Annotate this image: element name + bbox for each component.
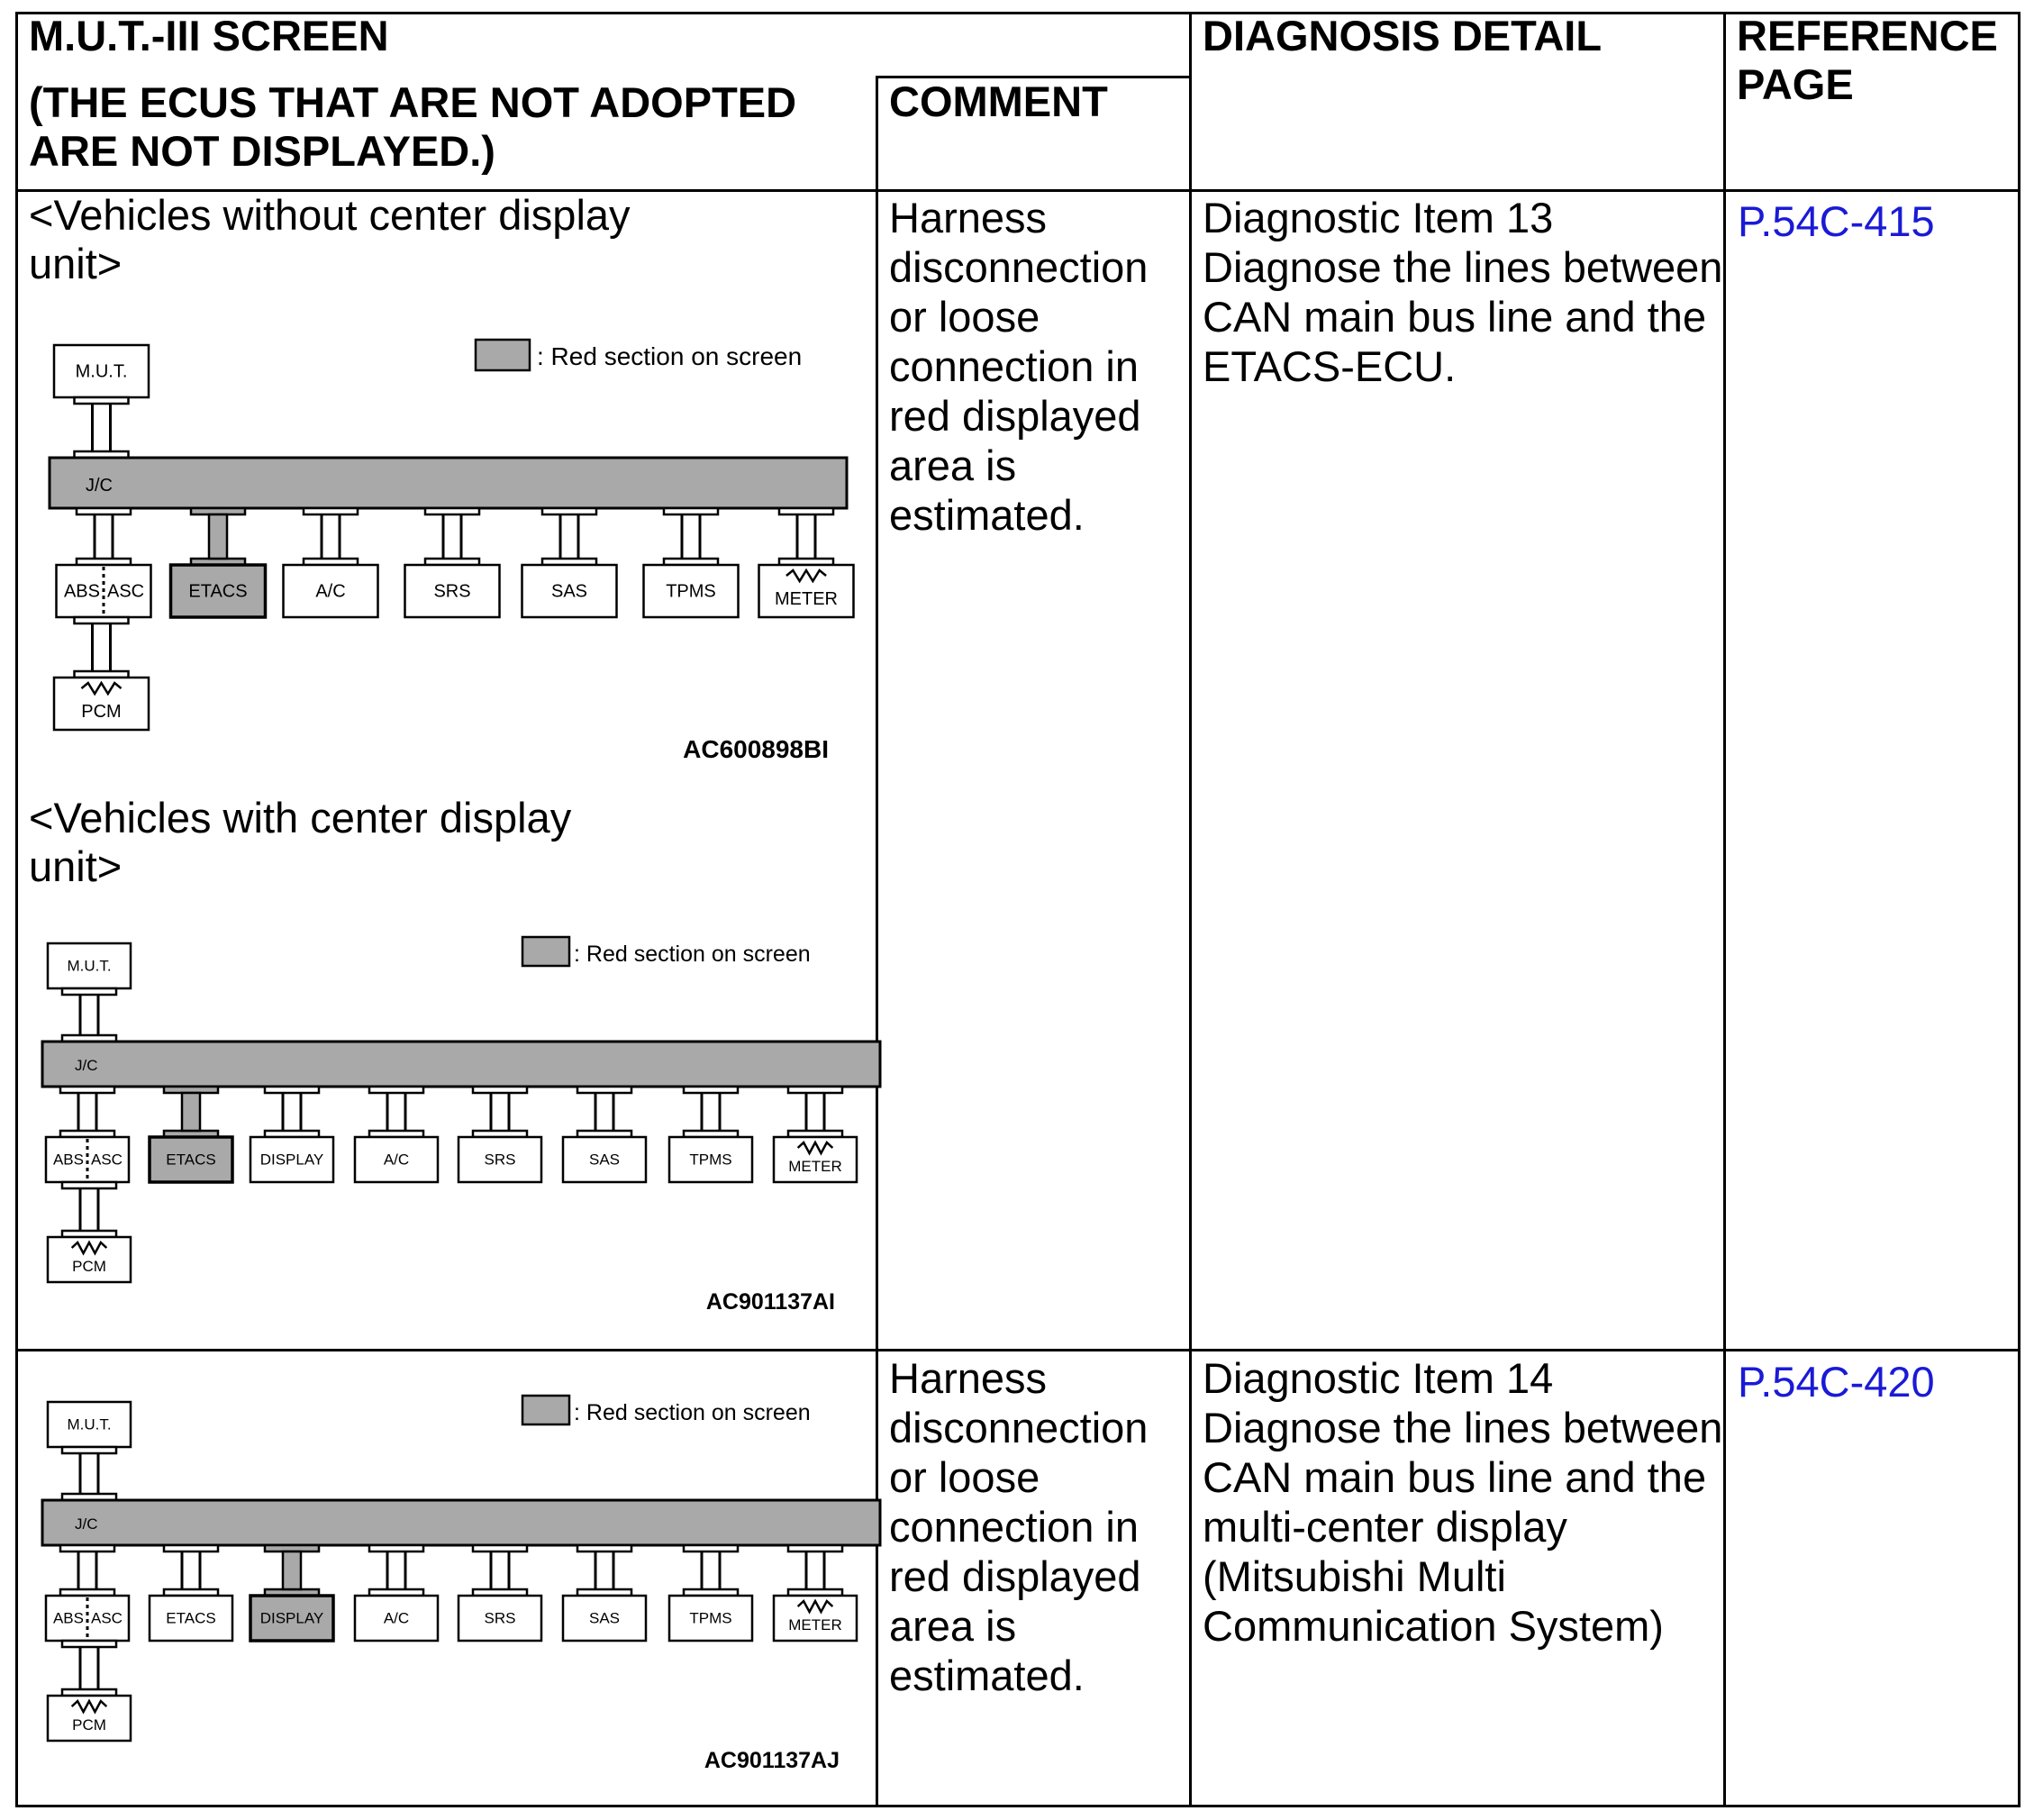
pcm-label: PCM <box>72 1257 106 1275</box>
ecu-label-tpms: TPMS <box>689 1151 732 1169</box>
jc-bus <box>42 1500 880 1545</box>
col-divider-comment <box>876 76 878 1807</box>
can-diagram-without-display <box>36 329 856 770</box>
diagnosis-line: (Mitsubishi Multi <box>1203 1552 1506 1600</box>
connector-abs-asc-cap-top <box>60 1087 114 1093</box>
row-2-diagnosis <box>1203 1353 1722 1651</box>
caption-with-display <box>29 794 571 891</box>
ecu-label-srs: SRS <box>484 1151 516 1169</box>
caption-without-display-line-2: unit> <box>29 240 123 287</box>
row-1-reference-link[interactable]: P.54C-415 <box>1738 197 1935 245</box>
connector-tpms-cap-top <box>664 508 718 514</box>
legend-swatch <box>522 1396 569 1424</box>
col-divider-reference <box>1723 12 1726 1807</box>
ecu-label-abs: ABS <box>52 1151 84 1169</box>
comment-line: connection in <box>889 342 1139 390</box>
ecu-label-tpms: TPMS <box>666 581 716 602</box>
header-screen-note-line-1: (THE ECUS THAT ARE NOT ADOPTED <box>29 78 797 126</box>
connector-display-cap-top <box>265 1087 319 1093</box>
comment-line: or loose <box>889 293 1040 341</box>
jc-bus <box>50 458 847 508</box>
header-diagnosis-detail: DIAGNOSIS DETAIL <box>1203 12 1603 59</box>
legend-text: : Red section on screen <box>574 1400 811 1425</box>
ecu-label-a-c: A/C <box>383 1151 410 1169</box>
mut-connector-cap-top <box>62 1447 116 1453</box>
comment-line: disconnection <box>889 1404 1149 1451</box>
connector-abs-asc-cap-top <box>60 1545 114 1552</box>
table-border-right <box>2018 12 2020 1807</box>
connector-a-c-cap-top <box>304 508 358 514</box>
connector-srs-cap-top <box>473 1545 527 1552</box>
diagnosis-line: CAN main bus line and the <box>1203 293 1707 341</box>
row-1-comment <box>889 193 1148 540</box>
mut-label: M.U.T. <box>67 1415 112 1433</box>
pcm-connector-cap-top <box>62 1641 116 1647</box>
legend-swatch <box>522 937 569 966</box>
diagnosis-line: Communication System) <box>1203 1602 1664 1650</box>
jc-bus <box>42 1042 880 1087</box>
ecu-label-etacs: ETACS <box>166 1609 216 1627</box>
table-border-left <box>15 12 18 1807</box>
ecu-label-display: DISPLAY <box>259 1609 324 1627</box>
header-reference-line-2: PAGE <box>1737 60 1854 108</box>
connector-etacs-wire <box>209 514 227 559</box>
pcm-connector-cap-top <box>62 1182 116 1188</box>
ecu-label-etacs: ETACS <box>166 1151 216 1169</box>
connector-sas-cap-top <box>577 1545 631 1552</box>
legend-swatch <box>476 340 530 370</box>
row-1-diagnosis <box>1203 193 1722 391</box>
ecu-label-etacs: ETACS <box>188 581 248 602</box>
pcm-connector-cap-top <box>75 617 129 623</box>
comment-line: or loose <box>889 1453 1040 1501</box>
comment-line: area is <box>889 441 1017 489</box>
pcm-label: PCM <box>72 1715 106 1734</box>
legend-text: : Red section on screen <box>537 342 803 370</box>
comment-line: connection in <box>889 1503 1139 1551</box>
row-2-reference-link[interactable]: P.54C-420 <box>1738 1358 1935 1406</box>
jc-label: J/C <box>86 476 113 496</box>
ecu-label-sas: SAS <box>550 581 588 602</box>
connector-sas-cap-top <box>542 508 596 514</box>
row-divider <box>15 1349 2020 1351</box>
header-comment: COMMENT <box>889 77 1108 125</box>
comment-line: red displayed <box>889 1552 1141 1600</box>
connector-a-c-cap-top <box>369 1545 423 1552</box>
ecu-label-abs: ABS <box>52 1609 84 1627</box>
ecu-label-a-c: A/C <box>315 581 346 602</box>
mut-label: M.U.T. <box>75 361 128 382</box>
ecu-label-sas: SAS <box>588 1609 621 1627</box>
comment-line: red displayed <box>889 392 1141 440</box>
header-reference-page <box>1737 12 1998 109</box>
ecu-label-asc: ASC <box>91 1151 123 1169</box>
header-reference-line-1: REFERENCE <box>1737 12 1998 59</box>
connector-tpms-cap-top <box>684 1545 738 1552</box>
connector-srs-cap-top <box>425 508 479 514</box>
pcm-label: PCM <box>81 702 122 722</box>
connector-display-wire <box>283 1552 301 1589</box>
connector-meter-cap-top <box>779 508 833 514</box>
ecu-label-asc: ASC <box>91 1609 123 1627</box>
connector-srs-cap-top <box>473 1087 527 1093</box>
col-divider-diagnosis <box>1189 12 1192 1807</box>
diagnosis-line: ETACS-ECU. <box>1203 342 1457 390</box>
mut-connector-cap-top <box>75 397 129 404</box>
comment-line: estimated. <box>889 491 1085 539</box>
caption-with-display-line-1: <Vehicles with center display <box>29 794 572 842</box>
jc-label: J/C <box>75 1515 98 1533</box>
comment-line: area is <box>889 1602 1017 1650</box>
header-screen-title: M.U.T.-III SCREEN <box>29 12 389 59</box>
figure-id: AC901137AI <box>705 1289 835 1315</box>
ecu-label-meter: METER <box>775 589 838 609</box>
ecu-label-meter: METER <box>788 1157 842 1175</box>
can-diagram-with-display-display <box>32 1396 860 1783</box>
comment-line: estimated. <box>889 1652 1085 1699</box>
comment-line: disconnection <box>889 243 1149 291</box>
comment-line: Harness <box>889 194 1048 241</box>
connector-a-c-cap-top <box>369 1087 423 1093</box>
mut-connector-cap-top <box>62 988 116 995</box>
jc-label: J/C <box>75 1057 98 1074</box>
ecu-label-srs: SRS <box>433 581 471 602</box>
diagnosis-line: CAN main bus line and the <box>1203 1453 1707 1501</box>
diagnosis-line: Diagnostic Item 13 <box>1203 194 1554 241</box>
ecu-label-a-c: A/C <box>383 1609 410 1627</box>
caption-with-display-line-2: unit> <box>29 842 123 890</box>
diagnosis-line: Diagnose the lines between <box>1203 243 1723 291</box>
connector-meter-cap-top <box>788 1545 842 1552</box>
row-2-comment <box>889 1353 1148 1700</box>
table-border-bottom <box>15 1805 2020 1807</box>
caption-without-display <box>29 191 631 288</box>
connector-tpms-cap-top <box>684 1087 738 1093</box>
diagnosis-line: Diagnostic Item 14 <box>1203 1354 1554 1402</box>
mut-label: M.U.T. <box>67 957 112 975</box>
ecu-label-srs: SRS <box>484 1609 516 1627</box>
figure-id: AC600898BI <box>683 735 829 763</box>
legend-text: : Red section on screen <box>574 942 811 967</box>
ecu-label-abs: ABS <box>63 581 100 602</box>
header-screen-note-line-2: ARE NOT DISPLAYED.) <box>29 127 495 175</box>
diagnosis-line: Diagnose the lines between <box>1203 1404 1723 1451</box>
connector-etacs-wire <box>182 1093 200 1131</box>
connector-meter-cap-top <box>788 1087 842 1093</box>
header-screen-note <box>29 78 796 176</box>
diagnosis-line: multi-center display <box>1203 1503 1567 1551</box>
can-diagram-with-display-etacs <box>32 937 860 1324</box>
connector-sas-cap-top <box>577 1087 631 1093</box>
ecu-label-tpms: TPMS <box>689 1609 732 1627</box>
figure-id: AC901137AJ <box>704 1748 840 1773</box>
caption-without-display-line-1: <Vehicles without center display <box>29 191 631 239</box>
ecu-label-display: DISPLAY <box>259 1151 324 1169</box>
comment-line: Harness <box>889 1354 1048 1402</box>
ecu-label-sas: SAS <box>588 1151 621 1169</box>
ecu-label-meter: METER <box>788 1615 842 1633</box>
ecu-label-asc: ASC <box>107 581 145 602</box>
connector-etacs-cap-top <box>164 1545 218 1552</box>
connector-abs-asc-cap-top <box>77 508 131 514</box>
